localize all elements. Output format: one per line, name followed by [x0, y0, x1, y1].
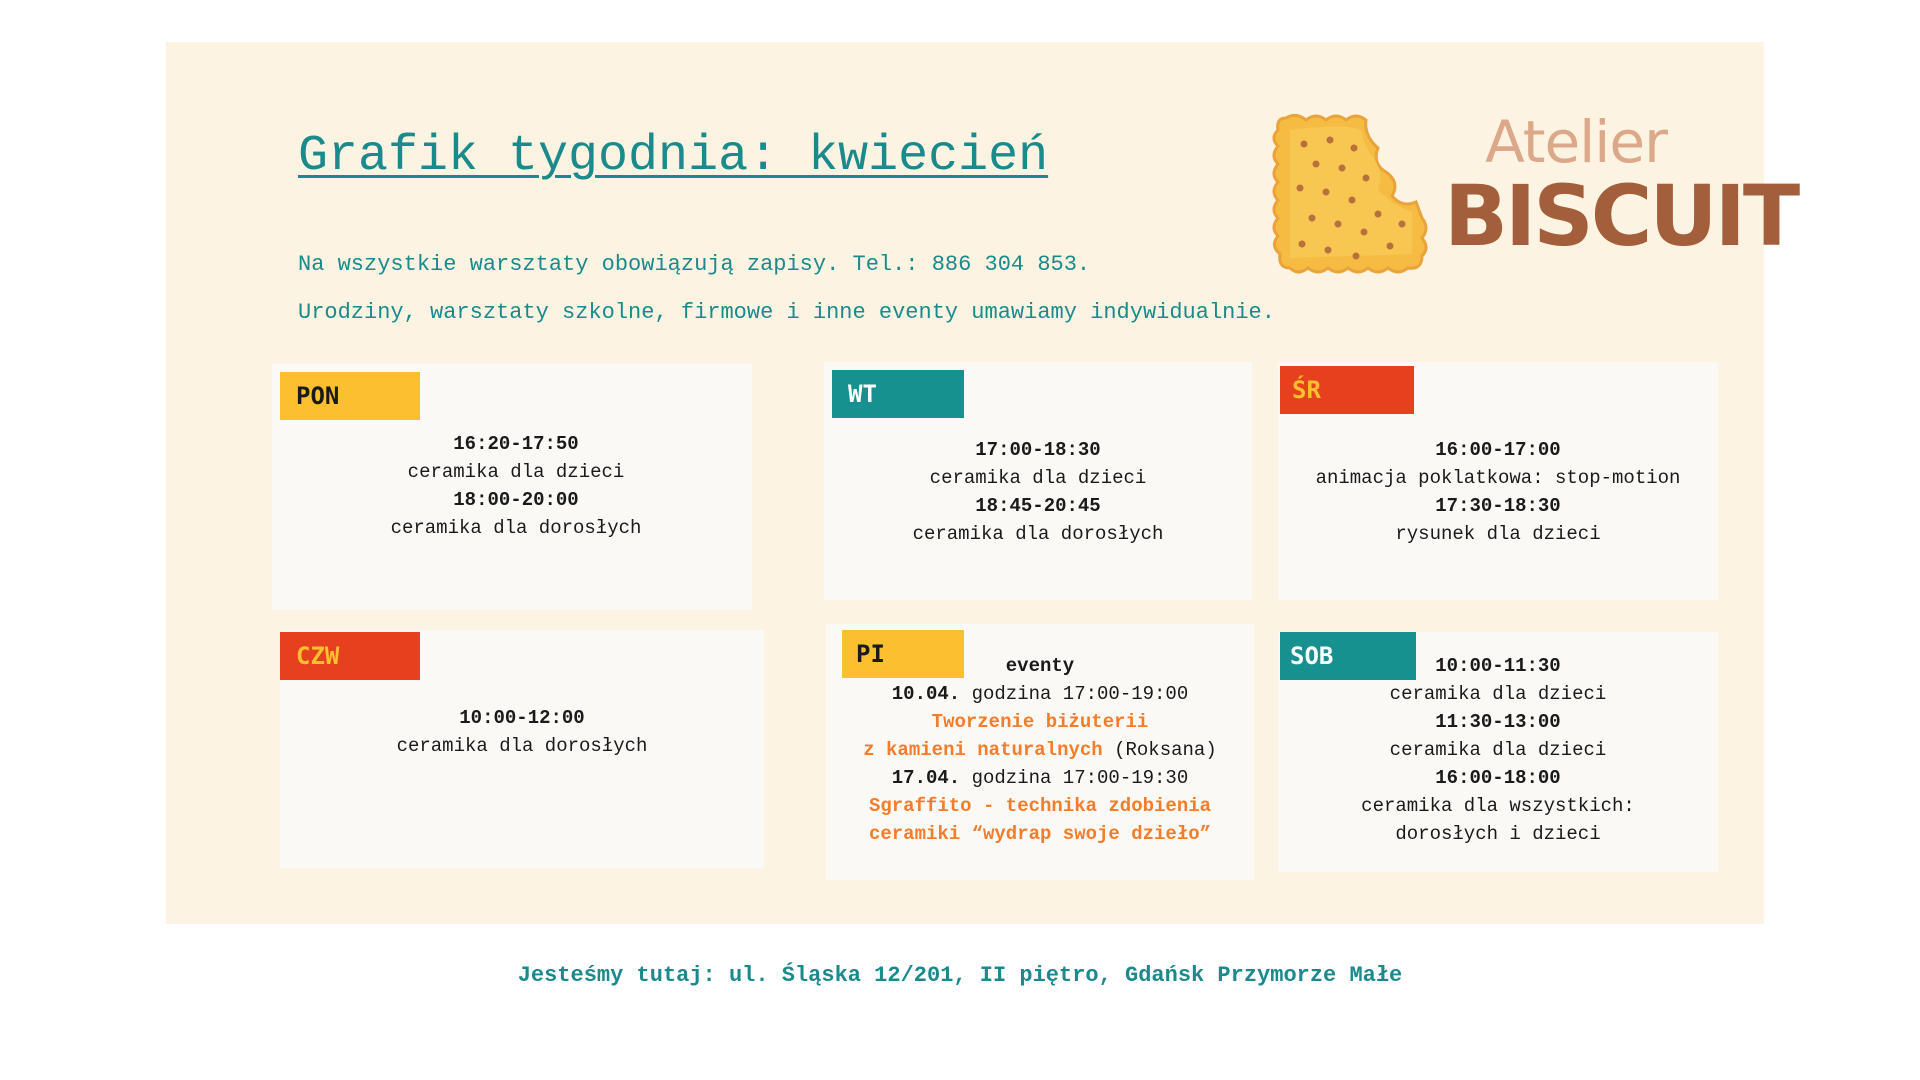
schedule-class: ceramika dla dzieci: [407, 461, 625, 483]
fri-events: [826, 652, 1254, 848]
schedule-class: ceramika dla dzieci: [929, 467, 1147, 489]
day-card-thu: [280, 630, 764, 868]
event-2-title-line2: ceramiki “wydrap swoje dzieło”: [868, 823, 1212, 845]
event-2-datetime: [826, 764, 1254, 792]
day-label-fri: PI: [842, 630, 964, 678]
signup-info: Na wszystkie warsztaty obowiązują zapisy. Tel.: 886 304 853.: [298, 252, 1091, 277]
biscuit-icon: [1266, 108, 1446, 284]
day-card-tue: [824, 362, 1252, 600]
event-1-title: Tworzenie biżuterii: [931, 711, 1149, 733]
events-heading: eventy: [1005, 655, 1075, 677]
event-host: (Roksana): [1102, 739, 1217, 761]
schedule-time: 11:30-13:00: [1435, 711, 1561, 733]
schedule-time: 17:30-18:30: [1435, 495, 1561, 517]
day-label-wed: ŚR: [1280, 366, 1414, 414]
day-label-thu: CZW: [280, 632, 420, 680]
day-card-mon: [272, 364, 752, 610]
events-info: Urodziny, warsztaty szkolne, firmowe i inne eventy umawiamy indywidualnie.: [298, 300, 1275, 325]
event-date: 10.04.: [891, 683, 961, 705]
logo-atelier-text: Atelier: [1485, 108, 1667, 176]
schedule-class: ceramika dla dorosłych: [912, 523, 1164, 545]
wed-schedule: [1278, 436, 1718, 548]
schedule-time: 16:00-17:00: [1435, 439, 1561, 461]
schedule-time: 16:00-18:00: [1435, 767, 1561, 789]
schedule-time: 18:45-20:45: [975, 495, 1101, 517]
day-card-sat: [1278, 632, 1718, 872]
day-card-wed: [1278, 362, 1718, 600]
schedule-time: 17:00-18:30: [975, 439, 1101, 461]
schedule-class: ceramika dla dzieci: [1389, 683, 1607, 705]
schedule-class: ceramika dla wszystkich:: [1361, 795, 1635, 817]
schedule-class: ceramika dla dorosłych: [390, 517, 642, 539]
page-title: Grafik tygodnia: kwiecień: [298, 128, 1049, 185]
event-1-title-line2: [826, 736, 1254, 764]
schedule-class: rysunek dla dzieci: [1395, 523, 1601, 545]
event-date: 17.04.: [891, 767, 961, 789]
event-1-datetime: [826, 680, 1254, 708]
event-hours: godzina 17:00-19:30: [960, 767, 1189, 789]
day-label-mon: PON: [280, 372, 420, 420]
event-2-title: Sgraffito - technika zdobienia: [868, 795, 1212, 817]
schedule-time: 10:00-11:30: [1435, 655, 1561, 677]
thu-schedule: [280, 704, 764, 760]
mon-schedule: [280, 430, 752, 542]
atelier-biscuit-logo: [1266, 108, 1798, 284]
schedule-class-line2: dorosłych i dzieci: [1395, 823, 1601, 845]
event-hours: godzina 17:00-19:00: [960, 683, 1189, 705]
schedule-class: ceramika dla dzieci: [1389, 739, 1607, 761]
day-label-tue: WT: [832, 370, 964, 418]
event-title-part: z kamieni naturalnych: [863, 739, 1103, 761]
day-card-fri: [826, 624, 1254, 880]
schedule-time: 18:00-20:00: [453, 489, 579, 511]
schedule-time: 16:20-17:50: [453, 433, 579, 455]
schedule-class: animacja poklatkowa: stop-motion: [1315, 467, 1681, 489]
logo-biscuit-text: BISCUIT: [1444, 167, 1798, 265]
day-label-sat: SOB: [1280, 632, 1416, 680]
schedule-time: 10:00-12:00: [459, 707, 585, 729]
sat-schedule: [1278, 652, 1718, 848]
tue-schedule: [824, 436, 1252, 548]
schedule-class: ceramika dla dorosłych: [396, 735, 648, 757]
address-footer: Jesteśmy tutaj: ul. Śląska 12/201, II piętro, Gdańsk Przymorze Małe: [517, 963, 1403, 988]
